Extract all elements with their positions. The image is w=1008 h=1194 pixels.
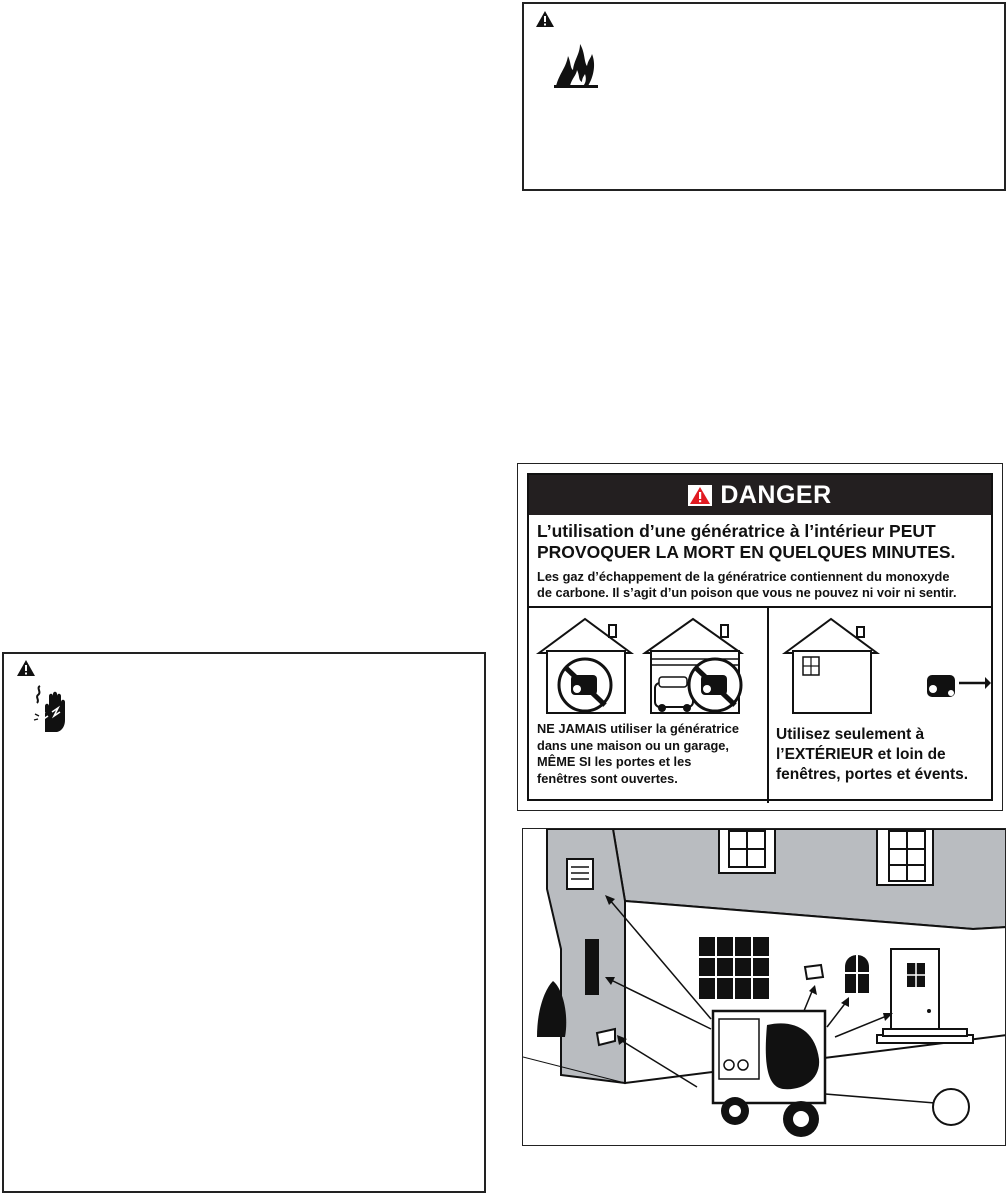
generator-placement-illustration (522, 828, 1006, 1146)
text-line: dans une maison ou un garage, (537, 737, 729, 753)
fire-hazard-icon (554, 42, 598, 88)
generator (713, 1011, 825, 1137)
divider (529, 606, 991, 608)
fire-warning-box (522, 2, 1006, 191)
no-indoor-use-pictogram (535, 613, 761, 717)
headline-line: L’utilisation d’une génératrice à l’intérieur PEUT (537, 521, 936, 541)
divider (767, 608, 769, 803)
danger-subtext (537, 569, 989, 601)
danger-label-frame (527, 473, 993, 801)
warning-triangle-icon (17, 660, 35, 676)
danger-title: DANGER (720, 480, 832, 509)
text-line: fenêtres sont ouvertes. (537, 770, 678, 786)
subtext-line: Les gaz d’échappement de la génératrice contiennent du monoxyde (537, 569, 950, 584)
text-line: Utilisez seulement à (776, 726, 925, 743)
text-line: fenêtres, portes et évents. (776, 766, 969, 783)
outdoor-use-text (776, 725, 991, 785)
subtext-line: de carbone. Il s’agit d’un poison que vous ne pouvez ni voir ni sentir. (537, 585, 957, 600)
text-line: MÊME SI les portes et les (537, 754, 692, 769)
house-illustration-drawing (523, 829, 1006, 1146)
warning-triangle-icon (536, 11, 554, 27)
danger-label (517, 463, 1003, 811)
text-line: l’EXTÉRIEUR et loin de (776, 746, 946, 763)
outdoor-use-pictogram (779, 613, 991, 717)
shock-warning-box (2, 652, 486, 1193)
danger-headline (537, 521, 989, 563)
warning-triangle-icon (688, 485, 712, 506)
electric-shock-hand-icon (30, 684, 72, 734)
no-indoor-text (537, 721, 762, 787)
headline-line: PROVOQUER LA MORT EN QUELQUES MINUTES. (537, 542, 956, 562)
text-line: NE JAMAIS utiliser la génératrice (537, 721, 739, 736)
danger-header (529, 475, 991, 515)
